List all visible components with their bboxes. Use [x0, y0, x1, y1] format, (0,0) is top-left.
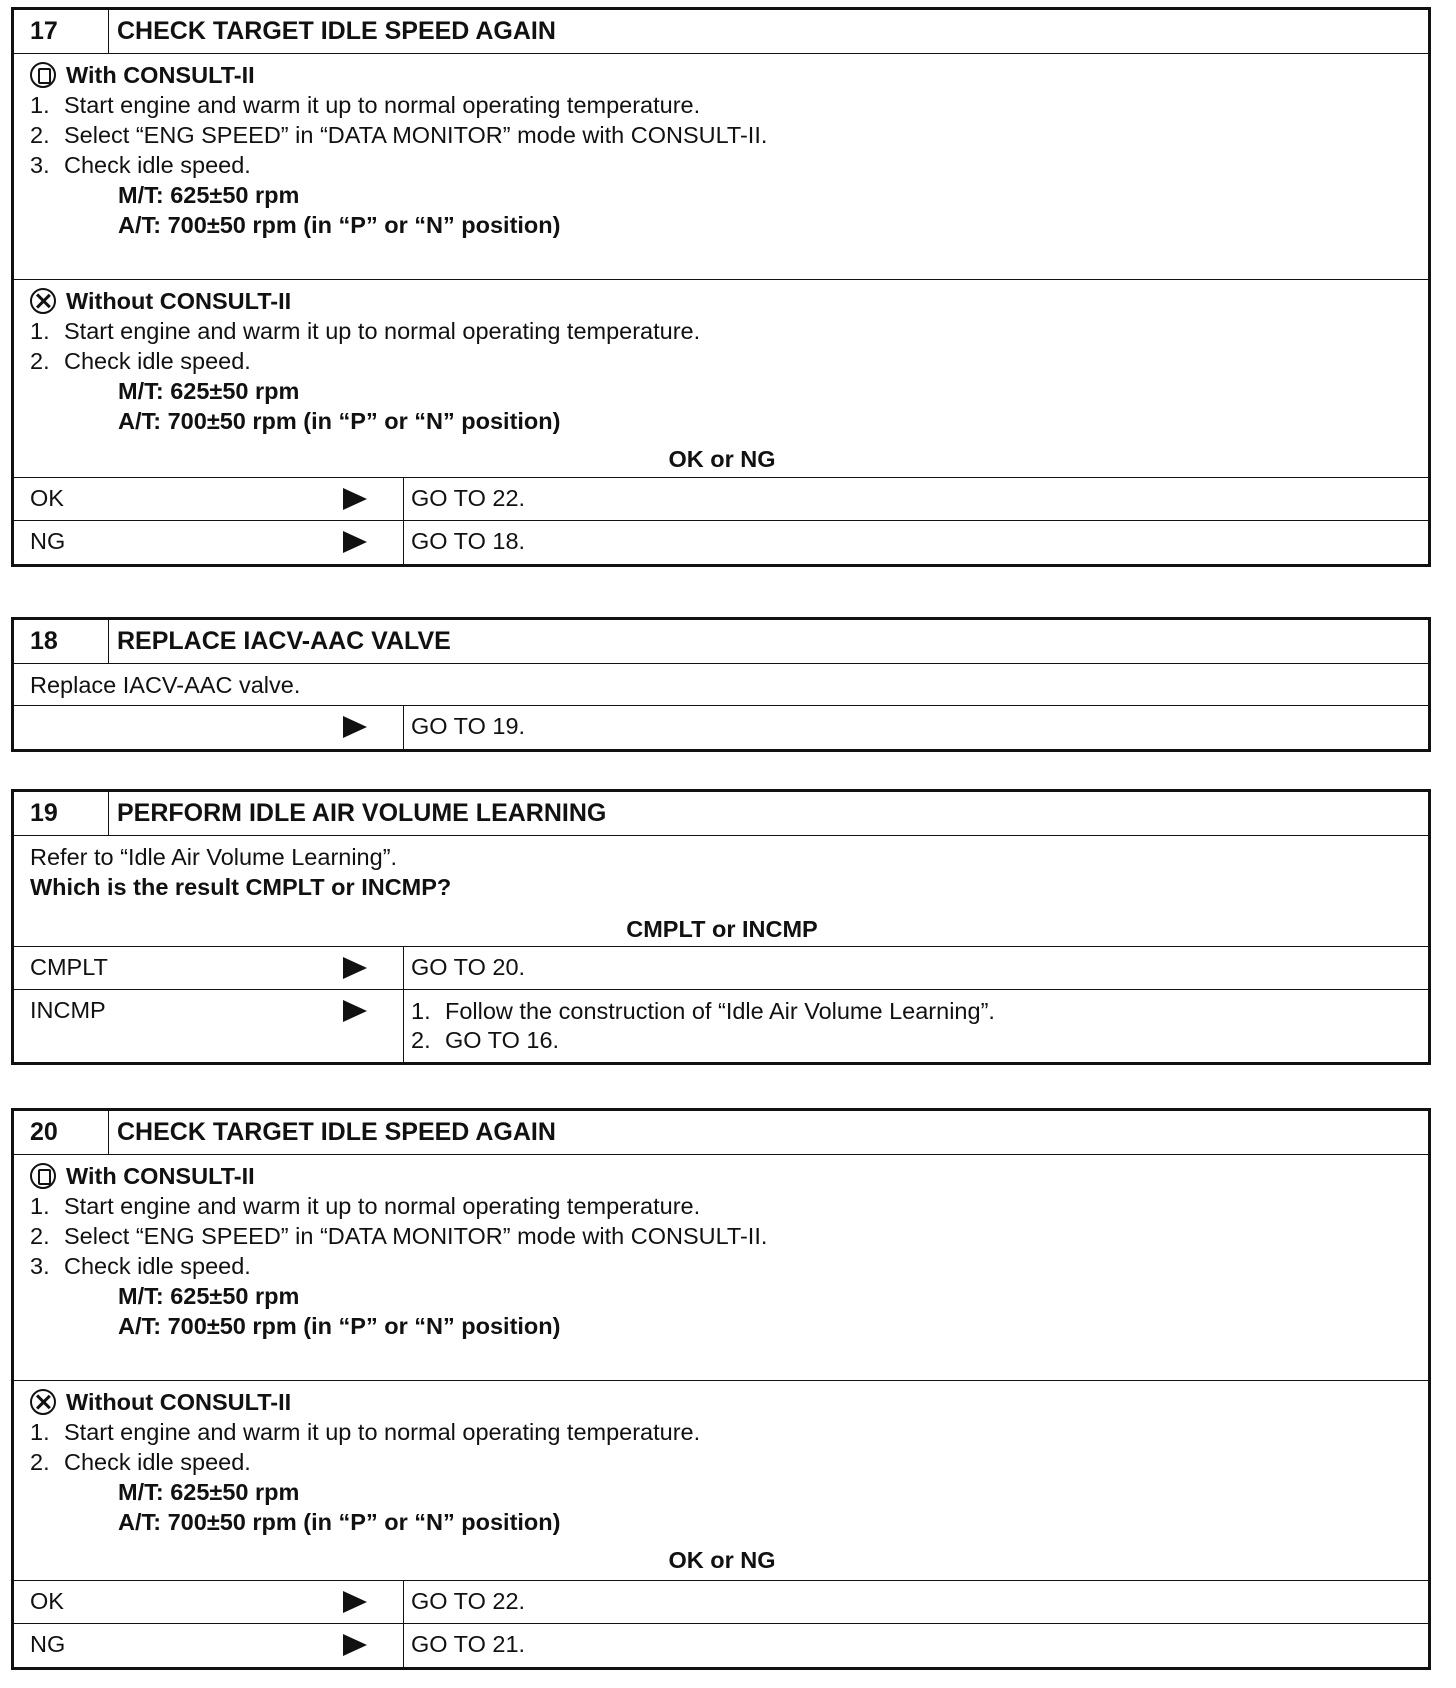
consult-tester-icon — [30, 1163, 56, 1189]
step-text: GO TO 16. — [445, 1027, 560, 1053]
step-index: 1. — [30, 92, 50, 118]
step-text: Start engine and warm it up to normal operating temperature. — [64, 1193, 701, 1219]
answer-label: OK — [30, 1588, 64, 1614]
arrow-right-icon — [343, 488, 367, 510]
decision-label: OK or NG — [668, 1547, 776, 1573]
step-header — [14, 1111, 1428, 1155]
step-header — [14, 792, 1428, 836]
step-17-block — [11, 7, 1431, 567]
answer-result — [404, 990, 1428, 1062]
step-number: 19 — [14, 792, 109, 835]
arrow-right-icon — [343, 1000, 367, 1022]
step-number: 18 — [14, 620, 109, 663]
answer-result: GO TO 21. — [411, 1631, 526, 1657]
step-text: Start engine and warm it up to normal operating temperature. — [64, 318, 701, 344]
step-header — [14, 10, 1428, 54]
step-index: 1. — [30, 318, 50, 344]
spec-at: A/T: 700±50 rpm (in “P” or “N” position) — [118, 1313, 561, 1339]
step-header — [14, 620, 1428, 664]
step-index: 2. — [30, 122, 50, 148]
step-index: 2. — [30, 1449, 50, 1475]
step-20-block — [11, 1108, 1431, 1670]
body-text: Refer to “Idle Air Volume Learning”. — [30, 844, 398, 870]
decision-label: OK or NG — [668, 446, 776, 472]
answer-row — [14, 478, 1428, 521]
step-title: CHECK TARGET IDLE SPEED AGAIN — [117, 17, 556, 45]
step-text: Start engine and warm it up to normal operating temperature. — [64, 92, 701, 118]
step-text: Check idle speed. — [64, 1449, 251, 1475]
answer-result: GO TO 20. — [411, 954, 526, 980]
without-consult-section — [14, 280, 1428, 478]
spec-at: A/T: 700±50 rpm (in “P” or “N” position) — [118, 212, 561, 238]
consult-tester-icon — [30, 62, 56, 88]
section-heading: Without CONSULT-II — [66, 1389, 292, 1415]
answer-result: GO TO 22. — [411, 1588, 526, 1614]
step-index: 3. — [30, 152, 50, 178]
answer-label: NG — [30, 528, 66, 554]
step-index: 2. — [30, 348, 50, 374]
answer-row — [14, 706, 1428, 749]
body-text: Replace IACV-AAC valve. — [30, 672, 301, 698]
step-text: Start engine and warm it up to normal operating temperature. — [64, 1419, 701, 1445]
answer-result: GO TO 22. — [411, 485, 526, 511]
spec-mt: M/T: 625±50 rpm — [118, 378, 300, 404]
step-title: CHECK TARGET IDLE SPEED AGAIN — [117, 1118, 556, 1146]
step-index: 2. — [30, 1223, 50, 1249]
spec-at: A/T: 700±50 rpm (in “P” or “N” position) — [118, 408, 561, 434]
step-index: 1. — [30, 1419, 50, 1445]
step-index: 3. — [30, 1253, 50, 1279]
step-18-block — [11, 617, 1431, 752]
answer-result: GO TO 18. — [411, 528, 526, 554]
decision-label: CMPLT or INCMP — [626, 916, 818, 942]
arrow-right-icon — [343, 1591, 367, 1613]
step-index: 1. — [30, 1193, 50, 1219]
answer-row — [14, 521, 1428, 564]
spec-mt: M/T: 625±50 rpm — [118, 1283, 300, 1309]
with-consult-section — [14, 1155, 1428, 1381]
answer-row — [14, 990, 1428, 1062]
step-title: REPLACE IACV-AAC VALVE — [117, 627, 451, 655]
arrow-right-icon — [343, 957, 367, 979]
step-index: 1. — [411, 998, 431, 1024]
answer-row — [14, 1624, 1428, 1667]
answer-label: INCMP — [30, 997, 106, 1023]
section-heading: With CONSULT-II — [66, 62, 255, 88]
answer-result: GO TO 19. — [411, 713, 526, 739]
section-heading: Without CONSULT-II — [66, 288, 292, 314]
spec-mt: M/T: 625±50 rpm — [118, 182, 300, 208]
answer-row — [14, 947, 1428, 990]
spec-mt: M/T: 625±50 rpm — [118, 1479, 300, 1505]
with-consult-section — [14, 54, 1428, 280]
no-tools-icon — [30, 288, 56, 314]
step-text: Follow the construction of “Idle Air Volume Learning”. — [445, 998, 995, 1024]
step-number: 20 — [14, 1111, 109, 1154]
arrow-right-icon — [343, 716, 367, 738]
answer-row — [14, 1581, 1428, 1624]
section-heading: With CONSULT-II — [66, 1163, 255, 1189]
spec-at: A/T: 700±50 rpm (in “P” or “N” position) — [118, 1509, 561, 1535]
step-index: 2. — [411, 1027, 431, 1053]
step-text: Select “ENG SPEED” in “DATA MONITOR” mode with CONSULT-II. — [64, 122, 768, 148]
step-text: Check idle speed. — [64, 1253, 251, 1279]
no-tools-icon — [30, 1389, 56, 1415]
step-text: Check idle speed. — [64, 348, 251, 374]
arrow-right-icon — [343, 531, 367, 553]
step-text: Select “ENG SPEED” in “DATA MONITOR” mode with CONSULT-II. — [64, 1223, 768, 1249]
question-text: Which is the result CMPLT or INCMP? — [30, 874, 452, 900]
step-body — [14, 664, 1428, 706]
step-number: 17 — [14, 10, 109, 53]
answer-label: OK — [30, 485, 64, 511]
answer-label: CMPLT — [30, 954, 108, 980]
step-title: PERFORM IDLE AIR VOLUME LEARNING — [117, 799, 607, 827]
step-19-block — [11, 789, 1431, 1065]
without-consult-section — [14, 1381, 1428, 1581]
step-body — [14, 836, 1428, 947]
arrow-right-icon — [343, 1634, 367, 1656]
step-text: Check idle speed. — [64, 152, 251, 178]
answer-label: NG — [30, 1631, 66, 1657]
